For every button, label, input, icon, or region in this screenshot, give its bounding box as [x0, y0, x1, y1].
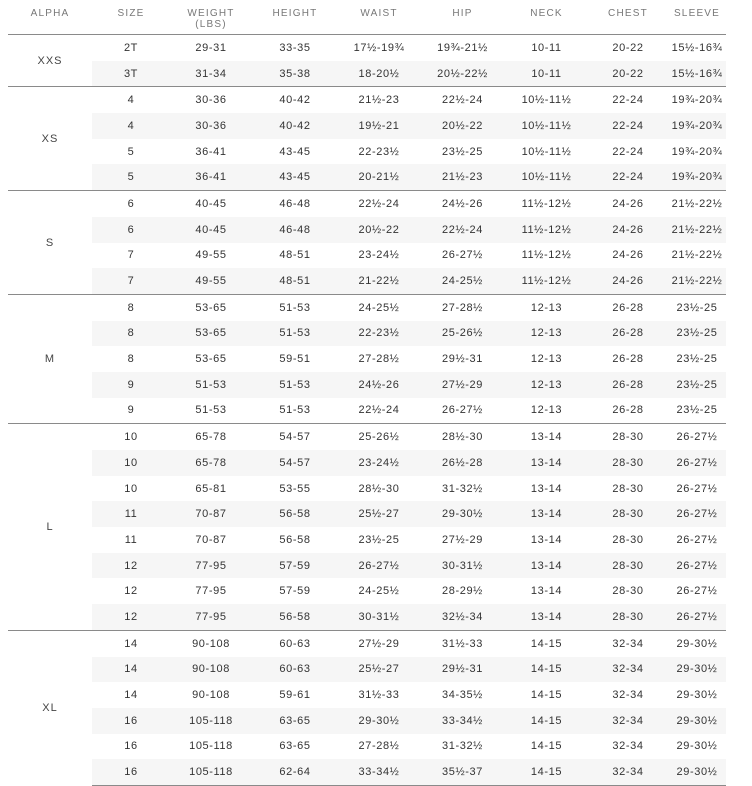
hip-cell: 31½-33: [420, 630, 505, 656]
sleeve-cell: 29-30½: [668, 708, 726, 734]
sleeve-cell: 23½-25: [668, 372, 726, 398]
hip-cell: 29½-31: [420, 657, 505, 683]
height-cell: 63-65: [252, 708, 338, 734]
header-row: [8, 0, 726, 35]
table-row: [8, 294, 726, 320]
sleeve-cell: 19¾-20¾: [668, 87, 726, 113]
size-cell: 16: [92, 708, 170, 734]
neck-cell: 10-11: [505, 61, 588, 87]
alpha-size-cell: M: [8, 294, 92, 423]
height-cell: 48-51: [252, 268, 338, 294]
height-cell: 59-51: [279, 353, 311, 366]
table-row: [8, 657, 726, 683]
weight-cell: 70-87: [170, 501, 252, 527]
chest-cell: 22-24: [588, 87, 668, 113]
height-cell: 40-42: [252, 87, 338, 113]
table-row: [8, 450, 726, 476]
hip-cell: 23½-25: [442, 145, 483, 158]
waist-cell: 26-27½: [338, 553, 420, 579]
waist-cell: 22½-24: [358, 404, 400, 417]
chest-cell: 28-30: [612, 482, 644, 495]
waist-cell: 22-23½: [358, 145, 400, 158]
height-cell: 54-57: [252, 424, 338, 450]
table-row: [8, 759, 726, 785]
size-cell: 12: [92, 553, 170, 579]
header-sleeve: SLEEVE: [673, 8, 721, 19]
height-cell: 46-48: [252, 191, 338, 217]
weight-cell: 40-45: [170, 217, 252, 243]
alpha-size-cell: L: [8, 424, 92, 631]
height-cell: 56-58: [279, 533, 311, 546]
sleeve-cell: 26-27½: [668, 501, 726, 527]
neck-cell: 11½-12½: [505, 268, 588, 294]
size-cell: 12: [92, 604, 170, 630]
neck-cell: 10-11: [505, 35, 588, 61]
height-cell: 33-35: [252, 35, 338, 61]
height-cell: 51-53: [252, 372, 338, 398]
neck-cell: 10½-11½: [505, 87, 588, 113]
sleeve-cell: 26-27½: [676, 482, 718, 495]
sleeve-cell: 19¾-20¾: [668, 113, 726, 139]
weight-cell: 105-118: [170, 708, 252, 734]
size-cell: 3T: [92, 61, 170, 87]
table-row: [8, 139, 726, 165]
sleeve-cell: 29-30½: [668, 657, 726, 683]
neck-cell: 10½-11½: [505, 113, 588, 139]
waist-cell: 28½-30: [358, 482, 400, 495]
chest-cell: 32-34: [588, 759, 668, 785]
chest-cell: 24-26: [588, 268, 668, 294]
height-cell: 60-63: [252, 657, 338, 683]
hip-cell: 27½-29: [442, 533, 483, 546]
hip-cell: 26½-28: [420, 450, 505, 476]
weight-cell: 51-53: [170, 372, 252, 398]
waist-cell: 25-26½: [338, 424, 420, 450]
neck-cell: 12-13: [530, 404, 563, 417]
neck-cell: 13-14: [530, 482, 563, 495]
neck-cell: 13-14: [530, 585, 563, 598]
neck-cell: 11½-12½: [505, 217, 588, 243]
alpha-size-cell: XL: [8, 630, 92, 785]
chest-cell: 28-30: [612, 533, 644, 546]
neck-cell: 13-14: [530, 533, 563, 546]
weight-cell: 77-95: [170, 604, 252, 630]
size-cell: 14: [92, 657, 170, 683]
hip-cell: 20½-22½: [420, 61, 505, 87]
sleeve-cell: 21½-22½: [668, 191, 726, 217]
size-cell: 16: [92, 759, 170, 785]
height-cell: 56-58: [252, 604, 338, 630]
weight-cell: 77-95: [170, 553, 252, 579]
hip-cell: 26-27½: [442, 404, 483, 417]
table-row: [8, 708, 726, 734]
height-cell: 40-42: [252, 113, 338, 139]
height-cell: 43-45: [252, 164, 338, 190]
waist-cell: 33-34½: [338, 759, 420, 785]
waist-cell: 23½-25: [358, 533, 400, 546]
table-row: [8, 527, 726, 553]
sleeve-cell: 21½-22½: [668, 217, 726, 243]
table-row: [8, 243, 726, 269]
table-row: [8, 501, 726, 527]
sleeve-cell: 26-27½: [668, 450, 726, 476]
table-row: [8, 398, 726, 424]
waist-cell: 22½-24: [338, 191, 420, 217]
table-row: [8, 61, 726, 87]
height-cell: 35-38: [252, 61, 338, 87]
weight-cell: 30-36: [170, 113, 252, 139]
neck-cell: 12-13: [505, 372, 588, 398]
hip-cell: 29½-31: [442, 353, 483, 366]
header-weight: WEIGHT (LBS): [187, 8, 235, 30]
hip-cell: 22½-24: [420, 87, 505, 113]
chest-cell: 28-30: [612, 585, 644, 598]
weight-cell: 70-87: [195, 533, 227, 546]
neck-cell: 13-14: [505, 424, 588, 450]
header-waist: WAIST: [360, 8, 398, 19]
size-chart-table: [8, 0, 726, 786]
waist-cell: 23-24½: [358, 249, 400, 262]
sleeve-cell: 19¾-20¾: [668, 164, 726, 190]
size-cell: 8: [127, 353, 135, 366]
table-row: [8, 35, 726, 61]
size-cell: 12: [124, 585, 138, 598]
sleeve-cell: 26-27½: [676, 585, 718, 598]
waist-cell: 27-28½: [358, 740, 400, 753]
alpha-size-cell: S: [8, 191, 92, 295]
neck-cell: 14-15: [505, 759, 588, 785]
sleeve-cell: 26-27½: [668, 604, 726, 630]
alpha-size-cell: XXS: [8, 35, 92, 87]
waist-cell: 20-21½: [338, 164, 420, 190]
sleeve-cell: 29-30½: [668, 759, 726, 785]
chest-cell: 26-28: [612, 353, 644, 366]
table-row: [8, 424, 726, 450]
neck-cell: 13-14: [505, 501, 588, 527]
waist-cell: 21½-23: [338, 87, 420, 113]
chest-cell: 24-26: [588, 191, 668, 217]
neck-cell: 10½-11½: [505, 164, 588, 190]
weight-cell: 51-53: [195, 404, 227, 417]
waist-cell: 25½-27: [338, 657, 420, 683]
chest-cell: 20-22: [588, 61, 668, 87]
height-cell: 48-51: [279, 249, 311, 262]
height-cell: 46-48: [252, 217, 338, 243]
weight-cell: 31-34: [170, 61, 252, 87]
size-cell: 5: [92, 164, 170, 190]
waist-cell: 17½-19¾: [338, 35, 420, 61]
waist-cell: 27-28½: [358, 353, 400, 366]
weight-cell: 49-55: [170, 268, 252, 294]
height-cell: 51-53: [252, 294, 338, 320]
chest-cell: 32-34: [588, 708, 668, 734]
weight-cell: 90-108: [170, 630, 252, 656]
weight-cell: 105-118: [170, 759, 252, 785]
hip-cell: 24-25½: [420, 268, 505, 294]
weight-cell: 105-118: [189, 740, 233, 753]
waist-cell: 23-24½: [338, 450, 420, 476]
sleeve-cell: 23½-25: [676, 404, 718, 417]
hip-cell: 21½-23: [420, 164, 505, 190]
chest-cell: 26-28: [612, 404, 644, 417]
neck-cell: 13-14: [505, 604, 588, 630]
waist-cell: 30-31½: [338, 604, 420, 630]
chest-cell: 32-34: [588, 657, 668, 683]
chest-cell: 32-34: [588, 630, 668, 656]
waist-cell: 31½-33: [358, 689, 400, 702]
header-size: SIZE: [117, 8, 145, 19]
chest-cell: 32-34: [612, 689, 644, 702]
neck-cell: 13-14: [505, 553, 588, 579]
hip-cell: 31-32½: [442, 740, 483, 753]
header-neck: NECK: [530, 8, 563, 19]
chest-cell: 22-24: [612, 145, 644, 158]
chest-cell: 24-26: [612, 249, 644, 262]
weight-cell: 53-65: [170, 294, 252, 320]
chest-cell: 26-28: [588, 321, 668, 347]
chest-cell: 26-28: [588, 294, 668, 320]
weight-cell: 36-41: [170, 164, 252, 190]
chest-cell: 26-28: [588, 372, 668, 398]
hip-cell: 27-28½: [420, 294, 505, 320]
weight-cell: 77-95: [195, 585, 227, 598]
header-alpha: ALPHA: [30, 8, 70, 19]
table-row: [8, 191, 726, 217]
sleeve-cell: 29-30½: [668, 630, 726, 656]
weight-cell: 40-45: [170, 191, 252, 217]
size-cell: 9: [92, 372, 170, 398]
neck-cell: 14-15: [505, 657, 588, 683]
neck-cell: 12-13: [505, 294, 588, 320]
weight-cell: 65-78: [170, 450, 252, 476]
size-cell: 11: [92, 501, 170, 527]
size-cell: 14: [124, 689, 138, 702]
waist-cell: 21-22½: [338, 268, 420, 294]
chest-cell: 28-30: [588, 501, 668, 527]
neck-cell: 11½-12½: [521, 249, 572, 262]
waist-cell: 22-23½: [338, 321, 420, 347]
hip-cell: 31-32½: [442, 482, 483, 495]
size-cell: 8: [92, 321, 170, 347]
sleeve-cell: 23½-25: [668, 294, 726, 320]
table-row: [8, 734, 726, 760]
neck-cell: 11½-12½: [505, 191, 588, 217]
waist-cell: 18-20½: [338, 61, 420, 87]
alpha-size-cell: XS: [8, 87, 92, 191]
size-cell: 16: [124, 740, 138, 753]
waist-cell: 29-30½: [338, 708, 420, 734]
hip-cell: 27½-29: [420, 372, 505, 398]
chest-cell: 32-34: [612, 740, 644, 753]
size-cell: 5: [127, 145, 135, 158]
neck-cell: 14-15: [530, 689, 563, 702]
header-hip: HIP: [452, 8, 473, 19]
table-row: [8, 113, 726, 139]
table-row: [8, 372, 726, 398]
size-cell: 4: [92, 113, 170, 139]
neck-cell: 13-14: [505, 450, 588, 476]
sleeve-cell: 26-27½: [668, 553, 726, 579]
height-cell: 51-53: [252, 321, 338, 347]
size-cell: 4: [92, 87, 170, 113]
chest-cell: 22-24: [588, 164, 668, 190]
hip-cell: 35½-37: [420, 759, 505, 785]
neck-cell: 14-15: [505, 708, 588, 734]
hip-cell: 24½-26: [420, 191, 505, 217]
chest-cell: 28-30: [588, 450, 668, 476]
height-cell: 59-61: [279, 689, 311, 702]
table-row: [8, 476, 726, 502]
table-row: [8, 164, 726, 190]
size-cell: 11: [124, 533, 138, 546]
neck-cell: 12-13: [530, 353, 563, 366]
sleeve-cell: 29-30½: [676, 689, 718, 702]
sleeve-cell: 21½-22½: [668, 268, 726, 294]
height-cell: 54-57: [252, 450, 338, 476]
size-cell: 6: [92, 191, 170, 217]
hip-cell: 19¾-21½: [420, 35, 505, 61]
height-cell: 62-64: [252, 759, 338, 785]
hip-cell: 29-30½: [420, 501, 505, 527]
size-cell: 10: [92, 450, 170, 476]
size-cell: 7: [92, 268, 170, 294]
waist-cell: 24½-26: [338, 372, 420, 398]
height-cell: 53-55: [279, 482, 311, 495]
chest-cell: 22-24: [588, 113, 668, 139]
header-chest: CHEST: [608, 8, 648, 19]
sleeve-cell: 15½-16¾: [668, 61, 726, 87]
table-row: [8, 553, 726, 579]
chest-cell: 20-22: [588, 35, 668, 61]
weight-cell: 53-65: [170, 321, 252, 347]
size-cell: 6: [92, 217, 170, 243]
chest-cell: 24-26: [588, 217, 668, 243]
chest-cell: 28-30: [588, 553, 668, 579]
hip-cell: 25-26½: [420, 321, 505, 347]
weight-cell: 49-55: [195, 249, 227, 262]
waist-cell: 27½-29: [338, 630, 420, 656]
weight-cell: 90-108: [170, 657, 252, 683]
size-cell: 14: [92, 630, 170, 656]
sleeve-cell: 23½-25: [676, 353, 718, 366]
table-row: [8, 87, 726, 113]
neck-cell: 14-15: [505, 630, 588, 656]
neck-cell: 12-13: [505, 321, 588, 347]
weight-cell: 53-65: [195, 353, 227, 366]
weight-cell: 29-31: [170, 35, 252, 61]
height-cell: 56-58: [252, 501, 338, 527]
waist-cell: 24-25½: [338, 294, 420, 320]
sleeve-cell: 29-30½: [676, 740, 718, 753]
hip-cell: 32½-34: [420, 604, 505, 630]
chest-cell: 28-30: [588, 424, 668, 450]
hip-cell: 28-29½: [442, 585, 483, 598]
chest-cell: 28-30: [588, 604, 668, 630]
table-row: [8, 346, 726, 372]
hip-cell: 30-31½: [420, 553, 505, 579]
hip-cell: 20½-22: [420, 113, 505, 139]
waist-cell: 20½-22: [338, 217, 420, 243]
sleeve-cell: 19¾-20¾: [671, 145, 723, 158]
weight-cell: 30-36: [170, 87, 252, 113]
height-cell: 51-53: [279, 404, 311, 417]
header-height: HEIGHT: [272, 8, 318, 19]
size-cell: 8: [92, 294, 170, 320]
weight-cell: 65-78: [170, 424, 252, 450]
height-cell: 43-45: [279, 145, 311, 158]
table-row: [8, 268, 726, 294]
hip-cell: 33-34½: [420, 708, 505, 734]
height-cell: 60-63: [252, 630, 338, 656]
size-cell: 10: [92, 424, 170, 450]
table-row: [8, 682, 726, 708]
sleeve-cell: 26-27½: [676, 533, 718, 546]
waist-cell: 25½-27: [338, 501, 420, 527]
sleeve-cell: 15½-16¾: [668, 35, 726, 61]
sleeve-cell: 21½-22½: [671, 249, 723, 262]
weight-cell: 90-108: [192, 689, 230, 702]
waist-cell: 19½-21: [338, 113, 420, 139]
height-cell: 57-59: [279, 585, 311, 598]
weight-cell: 65-81: [195, 482, 227, 495]
height-cell: 63-65: [279, 740, 311, 753]
waist-cell: 24-25½: [358, 585, 400, 598]
hip-cell: 34-35½: [442, 689, 483, 702]
size-cell: 10: [124, 482, 138, 495]
neck-cell: 14-15: [530, 740, 563, 753]
table-row: [8, 604, 726, 630]
table-row: [8, 578, 726, 604]
hip-cell: 28½-30: [420, 424, 505, 450]
size-cell: 9: [127, 404, 135, 417]
height-cell: 57-59: [252, 553, 338, 579]
sleeve-cell: 23½-25: [668, 321, 726, 347]
table-row: [8, 630, 726, 656]
size-cell: 7: [127, 249, 135, 262]
hip-cell: 22½-24: [420, 217, 505, 243]
table-row: [8, 321, 726, 347]
sleeve-cell: 26-27½: [668, 424, 726, 450]
weight-cell: 36-41: [195, 145, 227, 158]
table-row: [8, 217, 726, 243]
size-cell: 2T: [92, 35, 170, 61]
hip-cell: 26-27½: [442, 249, 483, 262]
neck-cell: 10½-11½: [521, 145, 572, 158]
